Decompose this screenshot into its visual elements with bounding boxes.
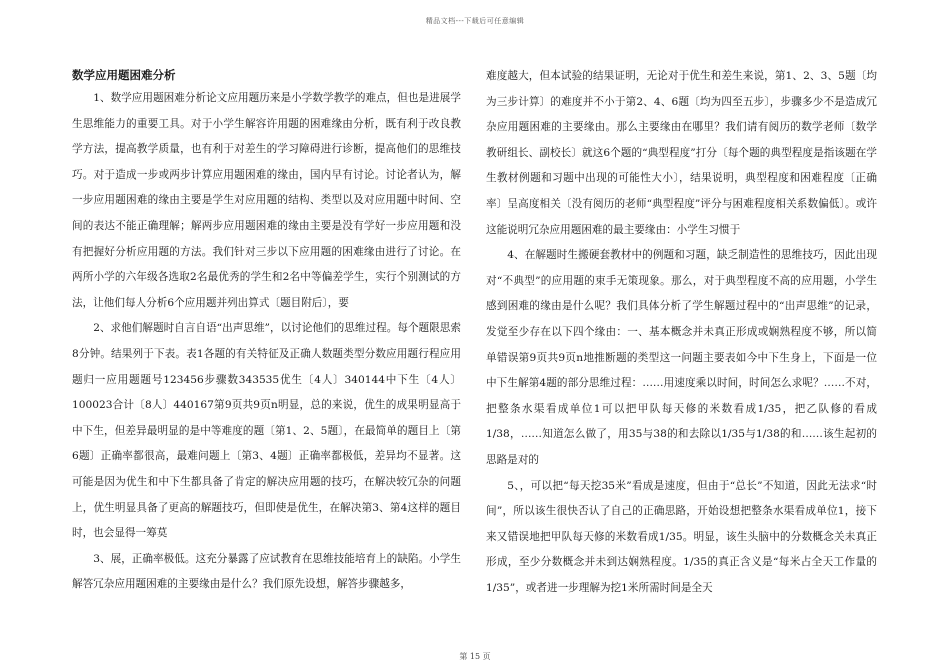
paragraph-4: 4、在解题时生搬硬套教材中的例题和习题，缺乏制造性的思维技巧，因此出现对“不典型”的应用题的束手无策现象。那么，对于典型程度不高的应用题，小学生感到困难的缘由是什么呢？我们具体分析了学生解题过程中的“出声思维”的记录，发觉至少存在以下四个缘由：一、基本概念并未真正形成或娴熟程度不够，所以简单错误第9页共9页n地推断题的类型这一问题主要表如今中下生身上，下面是一位中下生解第4题的部分思维过程：……用速度乘以时间，时间怎么求呢？……不对，把整条水渠看成单位1可以把甲队每天修的米数看成1/35，把乙队修的看成1/38，……知道怎么做了，用35与38的和去除以1/35与1/38的和……该生起初的思路是对的 — [486, 249, 877, 466]
paragraph-2: 2、求他们解题时自言自语“出声思维”，以讨论他们的思维过程。每个题限思索8分钟。结果列于下表。表1各题的有关特征及正确人数题类型分数应用题行程应用题归一应用题题号123456步骤数343535优生〔4人〕340144中下生〔4人〕100023合计〔8人〕440167第9页共9页n明显，总的来说，优生的成果明显高于中下生，但差异最明显的是中等难度的题〔第1、2、5题〕，在最简单的题目上〔第6题〕正确率都很高，最难问题上〔第3、4题〕正确率都极低，差异均不显著。这可能是因为优生和中下生都具备了肯定的解决应用题的技巧，在解决较冗杂的问题上，优生明显具备了更高的解题技巧，但即使是优生，在解决第3、第4这样的题目时，也会显得一筹莫 — [72, 322, 461, 540]
left-column — [72, 64, 461, 598]
page-footer: 第 15 页 — [459, 652, 491, 661]
page-header: 精品文档---下载后可任意编辑 — [425, 17, 525, 25]
document-title: 数学应用题困难分析 — [72, 68, 176, 82]
right-column — [486, 64, 877, 601]
paragraph-3: 3、展，正确率极低。这充分暴露了应试教育在思维技能培育上的缺陷。小学生解答冗杂应用题困难的主要缘由是什么？我们原先设想，解答步骤越多， — [72, 552, 461, 591]
paragraph-continued: 难度越大，但本试验的结果证明，无论对于优生和差生来说，第1、2、3、5题〔均为三步计算〕的难度并不小于第2、4、6题〔均为四至五步〕，步骤多少不是造成冗杂应用题困难的主要缘由。那么主要缘由在哪里？我们请有阅历的数学老师〔数学教研组长、副校长〕就这6个题的“典型程度”打分〔每个题的典型程度是指该题在学生教材例题和习题中出现的可能性大小〕，结果说明，典型程度和困难程度〔正确率〕呈高度相关〔没有阅历的老师“典型程度”评分与困难程度相关系数偏低〕。或许这能说明冗杂应用题困难的最主要缘由：小学生习惯于 — [486, 70, 877, 236]
paragraph-1: 1、数学应用题困难分析论文应用题历来是小学数学教学的难点，但也是进展学生思维能力的重要工具。对于小学生解容许用题的困难缘由分析，既有利于改良教学方法，提高教学质量，也有利于对差生的学习障碍进行诊断，提高他们的思维技巧。对于造成一步或两步计算应用题困难的缘由，国内早有讨论。讨论者认为，解一步应用题困难的缘由主要是学生对应用题的结构、类型以及对应用题中时间、空间的表达不能正确理解；解两步应用题困难的缘由主要是没有学好一步应用题和没有把握好分析应用题的方法。我们针对三步以下应用题的困难缘由进行了讨论。在两所小学的六年级各选取2名最优秀的学生和2名中等偏差学生，实行个别测试的方法，让他们每人分析6个应用题并列出算式〔题目附后〕，要 — [72, 92, 461, 309]
paragraph-5: 5、，可以把“每天挖35米”看成是速度，但由于“总长”不知道，因此无法求“时间”，所以该生很快否认了自己的正确思路，开始设想把整条水渠看成单位1，接下来又错误地把甲队每天修的米数看成1/35。明显，该生头脑中的分数概念关未真正形成，至少分数概念并未到达娴熟程度。1/35的真正含义是“每米占全天工作量的1/35”，或者进一步理解为挖1米所需时间是全天 — [486, 479, 877, 594]
